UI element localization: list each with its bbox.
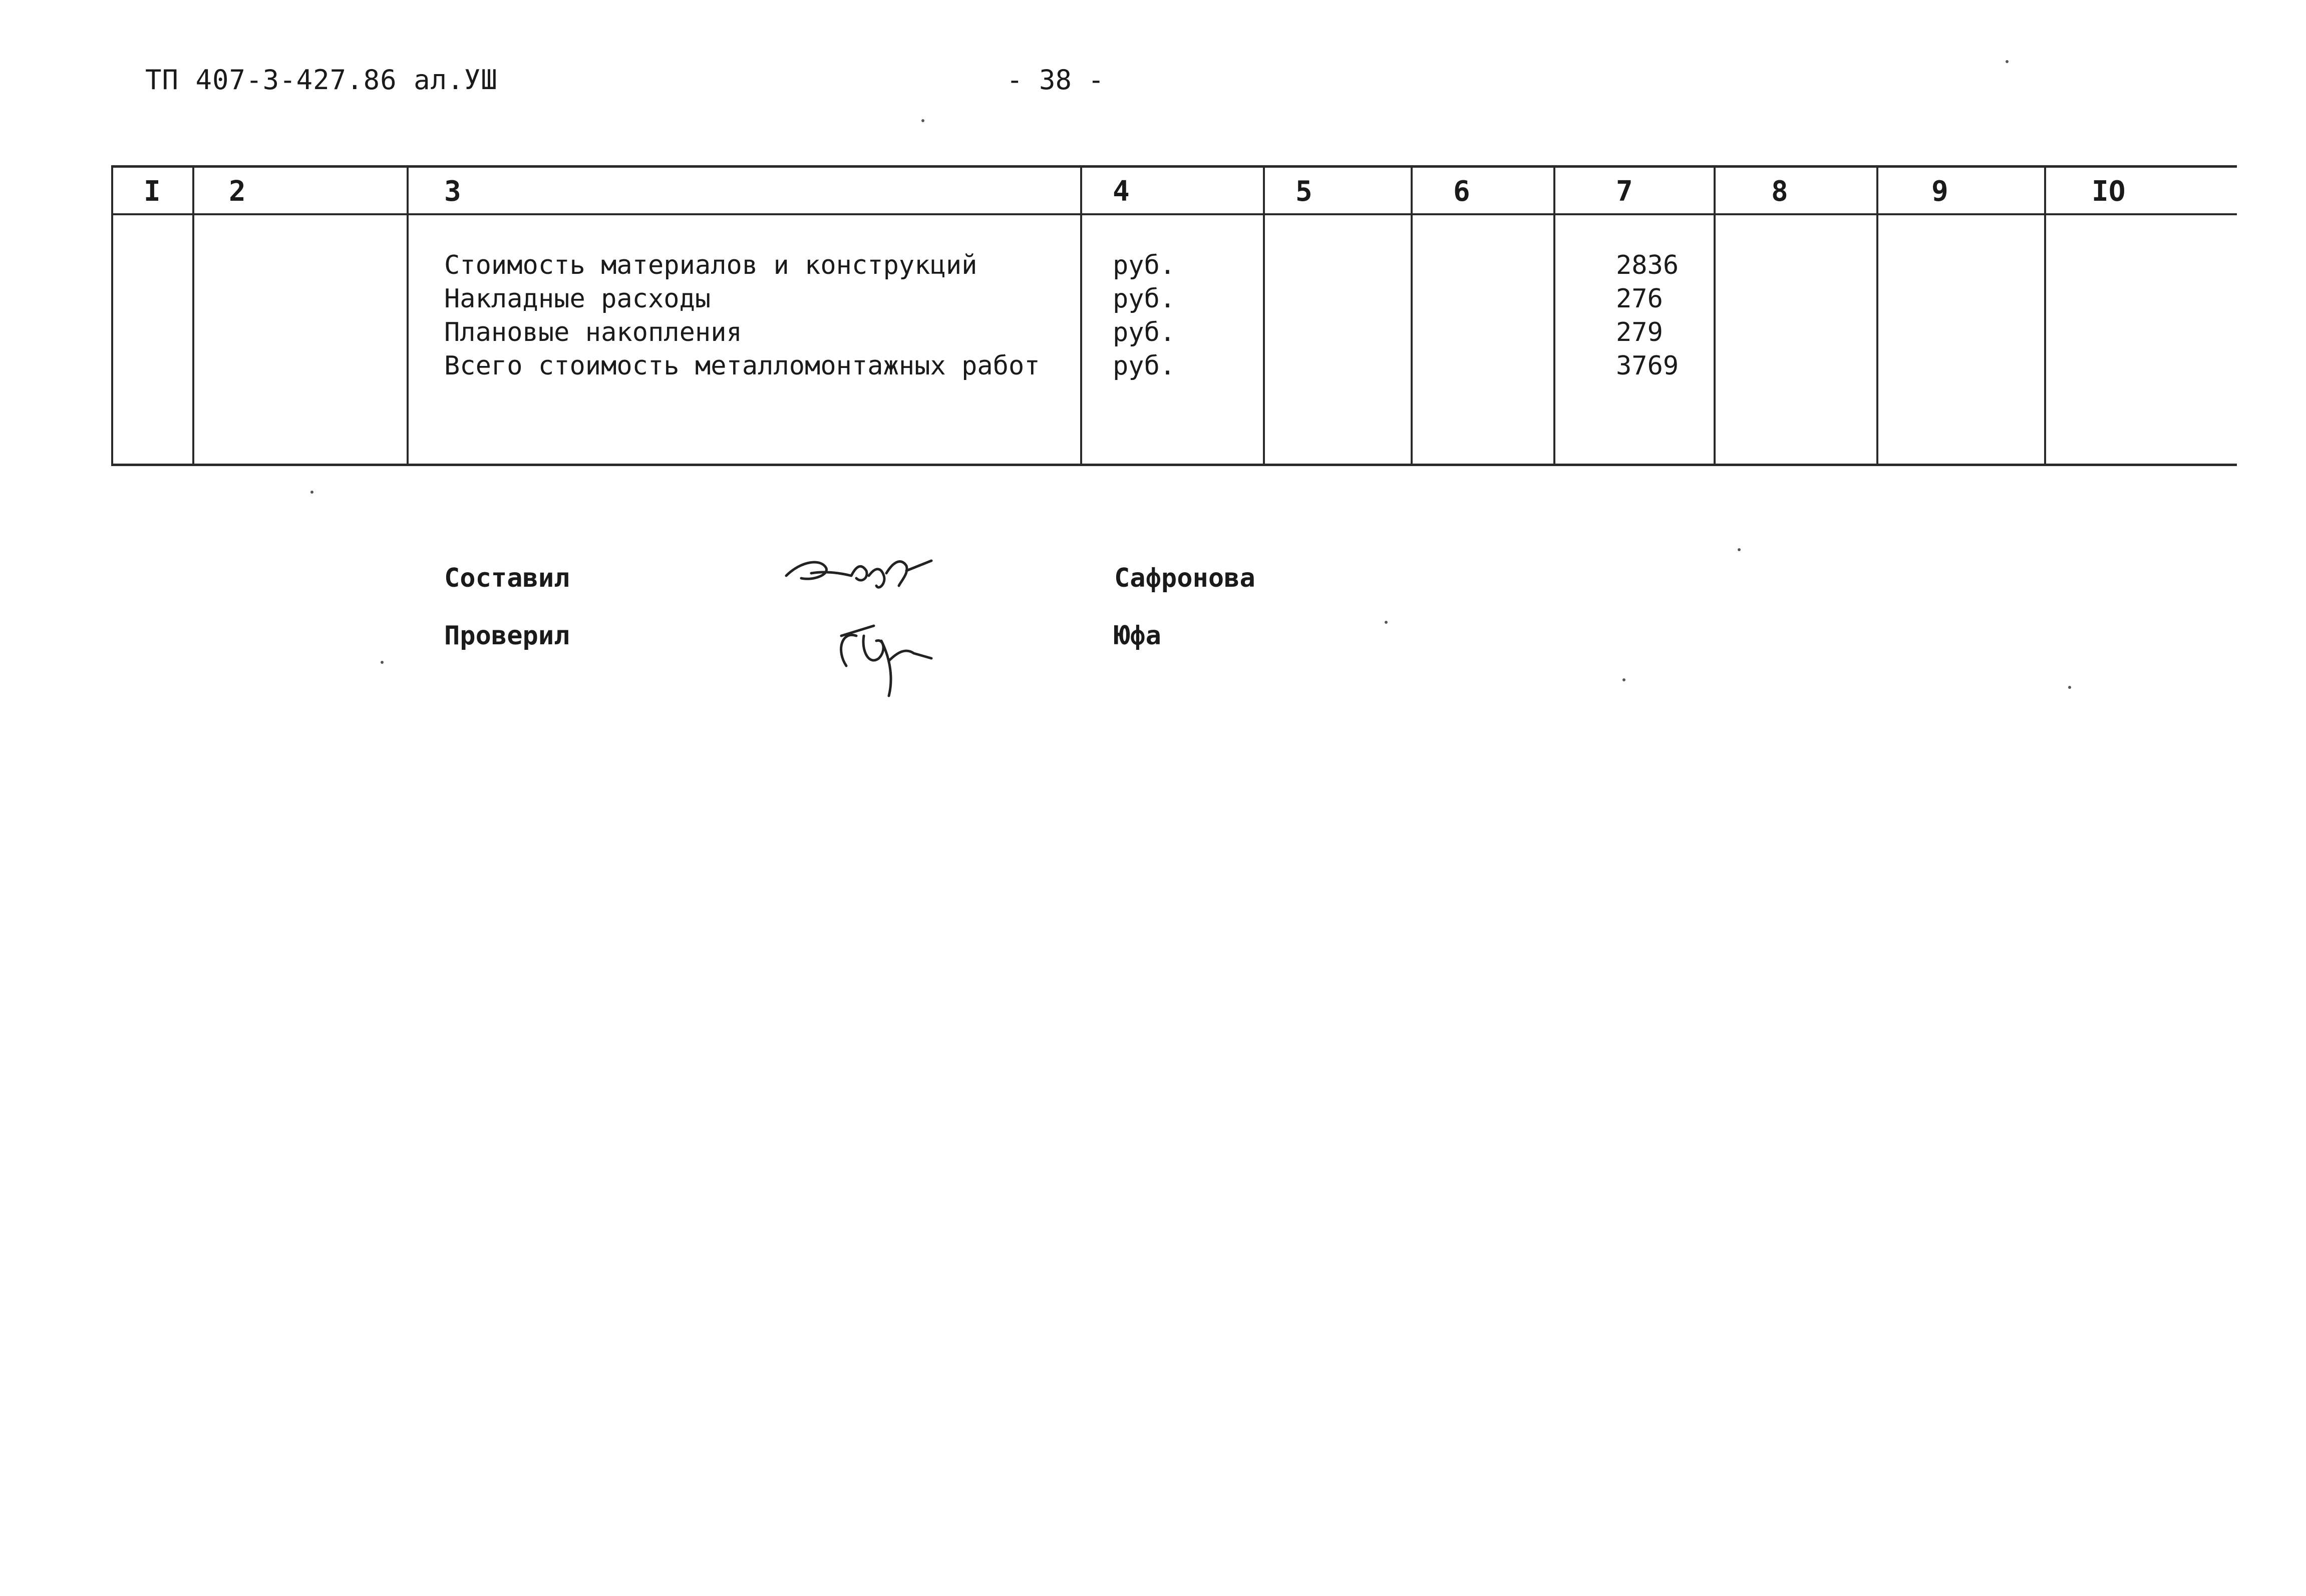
row-unit: руб. (1113, 351, 1176, 381)
handwritten-signatures (781, 551, 971, 701)
column-header-1: I (144, 175, 161, 208)
column-header-5: 5 (1295, 175, 1312, 208)
checked-by-label: Проверил (444, 621, 570, 651)
column-header-8: 8 (1771, 175, 1788, 208)
estimate-table (111, 165, 2237, 466)
scan-speck (1622, 678, 1625, 681)
column-divider (1876, 165, 1878, 466)
column-divider (407, 165, 409, 466)
row-unit: руб. (1113, 317, 1176, 347)
column-divider (2044, 165, 2046, 466)
table-bottom-rule (111, 464, 2237, 466)
scan-speck (2068, 686, 2071, 689)
column-header-2: 2 (229, 175, 246, 208)
page-number: - 38 - (1007, 64, 1105, 96)
scan-speck (921, 119, 924, 122)
checked-by-name: Юфа (1114, 621, 1161, 651)
row-unit: руб. (1113, 250, 1176, 280)
column-header-7: 7 (1616, 175, 1633, 208)
table-header-rule (111, 213, 2237, 215)
column-header-3: 3 (444, 175, 461, 208)
scan-speck (381, 661, 384, 664)
column-divider (192, 165, 194, 466)
row-label: Плановые накопления (444, 317, 742, 347)
column-divider (1553, 165, 1555, 466)
column-header-4: 4 (1113, 175, 1130, 208)
compiled-by-label: Составил (444, 563, 570, 593)
column-header-6: 6 (1453, 175, 1470, 208)
row-value: 276 (1616, 284, 1663, 314)
row-label: Стоимость материалов и конструкций (444, 250, 977, 280)
column-divider (1263, 165, 1265, 466)
column-divider (111, 165, 113, 466)
compiled-by-name: Сафронова (1114, 563, 1255, 593)
scan-speck (2006, 60, 2009, 63)
row-value: 3769 (1616, 351, 1679, 381)
table-top-rule (111, 165, 2237, 168)
column-header-9: 9 (1931, 175, 1948, 208)
scan-speck (1738, 548, 1741, 551)
scan-speck (310, 491, 313, 494)
column-divider (1080, 165, 1082, 466)
row-label: Накладные расходы (444, 284, 711, 314)
row-unit: руб. (1113, 284, 1176, 314)
column-divider (1714, 165, 1716, 466)
row-value: 279 (1616, 317, 1663, 347)
column-header-10: IO (2092, 175, 2126, 208)
scan-speck (1385, 621, 1388, 624)
row-label: Всего стоимость металломонтажных работ (444, 351, 1040, 381)
row-value: 2836 (1616, 250, 1679, 280)
document-code: ТП 407-3-427.86 ал.УШ (145, 64, 498, 96)
column-divider (1411, 165, 1413, 466)
